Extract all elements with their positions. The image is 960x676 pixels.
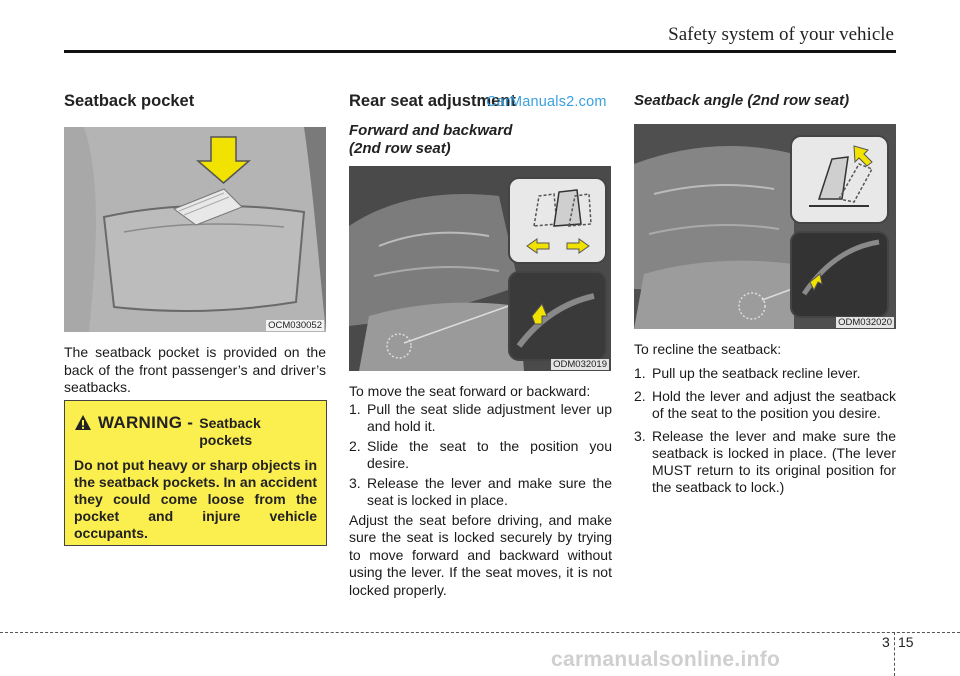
section-heading: Seatback angle (2nd row seat) [634, 92, 850, 109]
warning-title: WARNING - [98, 413, 194, 432]
page-chapter-number: 3 [882, 634, 890, 650]
step-item: 1. Pull the seat slide adjustment lever up and hold it. [349, 400, 612, 434]
slide-intro: To move the seat forward or backward: [349, 383, 591, 399]
seatback-pocket-photo [64, 127, 326, 332]
image-code: ODM032020 [838, 317, 892, 328]
image-code: ODM032019 [553, 359, 607, 370]
warning-subtitle: Seatback pockets [199, 415, 261, 448]
warning-body: Do not put heavy or sharp objects in the seatback pockets. In an accident they could come loose from the pocket and injure vehicle occupants. [74, 457, 317, 541]
warning-box [64, 400, 327, 546]
section-heading: Seatback pocket [64, 92, 195, 110]
page-number: 15 [898, 634, 914, 650]
recline-steps [634, 365, 896, 496]
seatback-recline-photo [634, 124, 896, 329]
seatback-recline-illustration [634, 124, 896, 329]
recline-intro: To recline the seatback: [634, 341, 782, 357]
page-number-separator [894, 632, 895, 676]
slide-outro: Adjust the seat before driving, and make sure the seat is locked securely by trying to move forward and backward without using the lever. If the seat moves, it is not locked properly. [349, 511, 612, 598]
seatback-pocket-illustration [64, 127, 326, 332]
site-watermark[interactable]: CarManuals2.com [486, 94, 607, 110]
rear-seat-slide-photo [349, 166, 611, 371]
footer-rule [0, 632, 960, 633]
header-rule [64, 50, 896, 53]
warning-triangle-icon [74, 414, 92, 431]
footer-watermark[interactable]: carmanualsonline.info [551, 648, 781, 671]
column-rear-seat-adjustment [349, 92, 612, 599]
page-header-title: Safety system of your vehicle [668, 24, 894, 45]
step-item: 3. Release the lever and make sure the seat is locked in place. [349, 474, 612, 508]
column-seatback-pocket [64, 92, 326, 397]
warning-header [74, 413, 317, 449]
image-code: OCM030052 [268, 320, 322, 331]
slide-steps [349, 401, 612, 509]
rear-seat-slide-illustration [349, 166, 611, 371]
subsection-heading: Forward and backward (2nd row seat) [349, 122, 513, 157]
step-item: 2. Hold the lever and adjust the seatback of the seat to the position you desire. [634, 387, 896, 421]
section-heading: Rear seat adjustment [349, 92, 516, 110]
step-item: 2. Slide the seat to the position you desire. [349, 437, 612, 471]
step-item: 1. Pull up the seatback recline lever. [634, 364, 861, 381]
step-item: 3. Release the lever and make sure the seatback is locked in place. (The lever MUST return to its original position for the seatback to lock.) [634, 427, 896, 495]
column-seatback-angle [634, 92, 896, 499]
seatback-pocket-text: The seatback pocket is provided on the back of the front passenger’s and driver’s seatbacks. [64, 344, 326, 395]
